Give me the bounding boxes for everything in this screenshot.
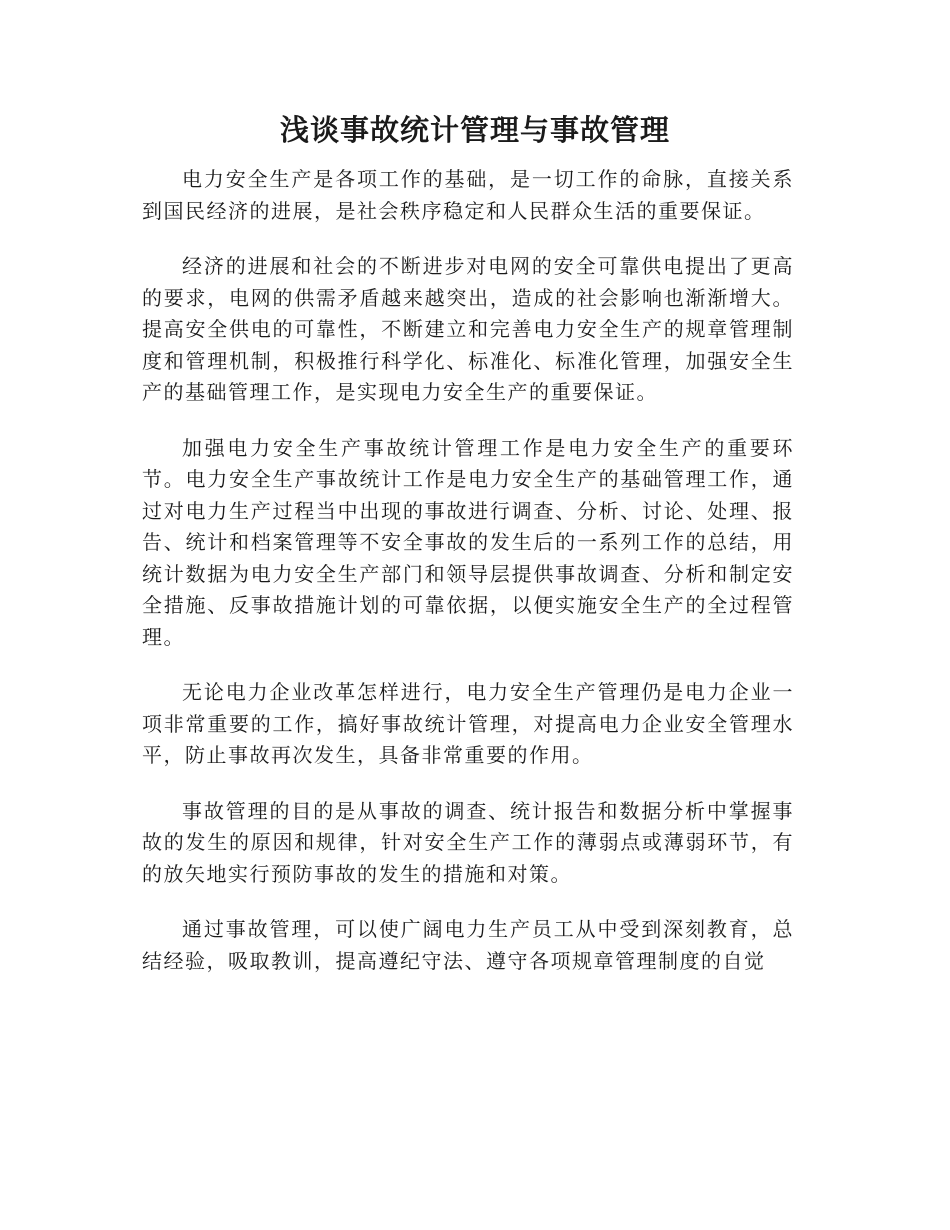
paragraph-1: 电力安全生产是各项工作的基础，是一切工作的命脉，直接关系到国民经济的进展，是社会秩序稳定和人民群众生活的重要保证。 xyxy=(142,167,794,223)
paragraph-2: 经济的进展和社会的不断进步对电网的安全可靠供电提出了更高的要求，电网的供需矛盾越来越突出，造成的社会影响也渐渐增大。提高安全供电的可靠性，不断建立和完善电力安全生产的规章管理制度和管理机制，积极推行科学化、标准化、标准化管理，加强安全生产的基础管理工作，是实现电力安全生产的重要保证。 xyxy=(142,254,794,404)
paragraph-6: 通过事故管理，可以使广阔电力生产员工从中受到深刻教育，总结经验，吸取教训，提高遵纪守法、遵守各项规章管理制度的自觉 xyxy=(142,917,794,973)
document-body xyxy=(142,164,794,1001)
paragraph-3: 加强电力安全生产事故统计管理工作是电力安全生产的重要环节。电力安全生产事故统计工作是电力安全生产的基础管理工作，通过对电力生产过程当中出现的事故进行调查、分析、讨论、处理、报告、统计和档案管理等不安全事故的发生后的一系列工作的总结，用统计数据为电力安全生产部门和领导层提供事故调查、分析和制定安全措施、反事故措施计划的可靠依据，以便实施安全生产的全过程管理。 xyxy=(142,435,794,649)
document-title: 浅谈事故统计管理与事故管理 xyxy=(279,113,670,147)
paragraph-5: 事故管理的目的是从事故的调查、统计报告和数据分析中掌握事故的发生的原因和规律，针对安全生产工作的薄弱点或薄弱环节，有的放矢地实行预防事故的发生的措施和对策。 xyxy=(142,798,794,886)
paragraph-4: 无论电力企业改革怎样进行，电力安全生产管理仍是电力企业一项非常重要的工作，搞好事故统计管理，对提高电力企业安全管理水平，防止事故再次发生，具备非常重要的作用。 xyxy=(142,680,794,767)
